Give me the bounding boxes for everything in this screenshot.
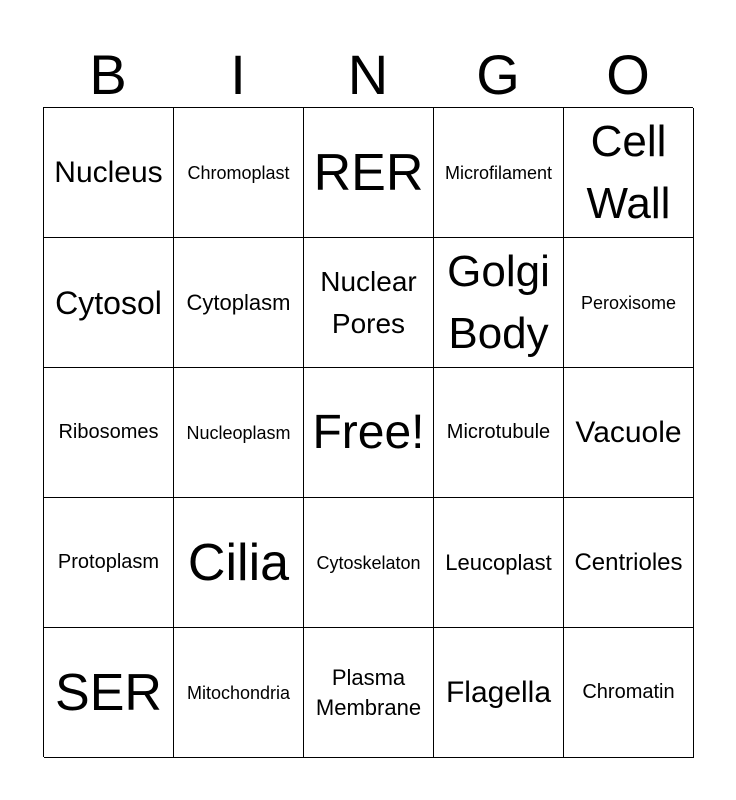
bingo-cell: [564, 628, 694, 758]
header-letter-o: O: [606, 43, 650, 106]
bingo-cell: [44, 238, 174, 368]
bingo-cell: [304, 628, 434, 758]
cell-label: Leucoplast: [445, 550, 552, 575]
bingo-cell: [434, 368, 564, 498]
cell-label: Cilia: [187, 533, 290, 592]
cell-label: Cytosol: [55, 284, 162, 321]
cell-label: Cytoplasm: [186, 290, 291, 315]
bingo-cell: [174, 238, 304, 368]
bingo-cell: [304, 368, 434, 498]
cell-label: Protoplasm: [57, 551, 160, 573]
cell-label: Mitochondria: [186, 682, 291, 703]
bingo-cell: [564, 108, 694, 238]
cell-label: Microfilament: [444, 162, 553, 183]
cell-label: Peroxisome: [580, 292, 677, 313]
header-letter-g: G: [476, 43, 520, 106]
bingo-cell: [174, 108, 304, 238]
bingo-cell: [434, 498, 564, 628]
bingo-board: [43, 107, 693, 757]
cell-label: Nuclear Pores: [320, 265, 417, 339]
bingo-cell: [304, 108, 434, 238]
header-letter-i: I: [230, 43, 246, 106]
cell-label: Chromoplast: [187, 162, 290, 183]
bingo-cell: [174, 628, 304, 758]
bingo-cell: [304, 498, 434, 628]
bingo-cell: [434, 628, 564, 758]
cell-label: SER: [55, 663, 162, 722]
cell-label: Ribosomes: [58, 421, 159, 443]
bingo-cell: [564, 368, 694, 498]
bingo-cell: [564, 238, 694, 368]
cell-label: RER: [313, 143, 424, 202]
cell-label: Golgi Body: [447, 246, 550, 358]
cell-label: Plasma Membrane: [315, 664, 422, 720]
cell-label: Free!: [312, 405, 425, 459]
bingo-cell: [434, 238, 564, 368]
bingo-cell: [44, 498, 174, 628]
cell-label: Vacuole: [575, 415, 682, 449]
header-letter-n: N: [347, 43, 389, 106]
cell-label: Centrioles: [574, 549, 683, 576]
cell-label: Cell Wall: [586, 116, 671, 228]
bingo-cell: [174, 368, 304, 498]
cell-label: Nucleus: [54, 155, 163, 189]
cell-label: Chromatin: [582, 681, 675, 703]
bingo-cell: [434, 108, 564, 238]
bingo-cell: [44, 368, 174, 498]
bingo-cell: [44, 628, 174, 758]
header-letter-b: B: [89, 43, 127, 106]
bingo-header: [43, 42, 693, 108]
cell-label: Nucleoplasm: [186, 422, 291, 443]
cell-label: Microtubule: [446, 421, 551, 443]
bingo-cell: [564, 498, 694, 628]
bingo-cell: [44, 108, 174, 238]
cell-label: Flagella: [445, 675, 552, 709]
bingo-cell: [174, 498, 304, 628]
bingo-cell: [304, 238, 434, 368]
cell-label: Cytoskelaton: [316, 552, 421, 573]
